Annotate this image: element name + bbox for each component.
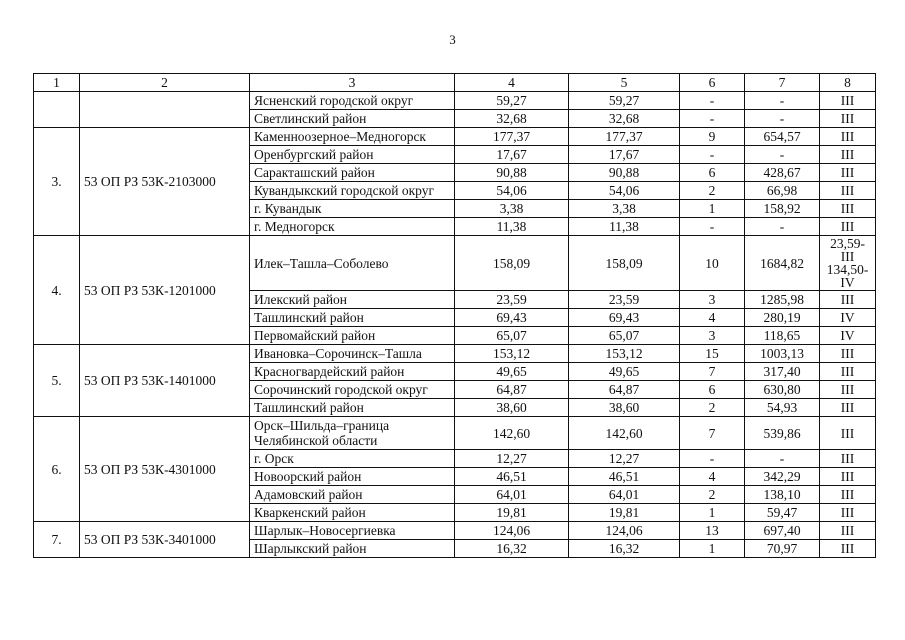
length-regional: 11,38 — [569, 218, 680, 236]
road-section-name: Сорочинский городской округ — [250, 381, 455, 399]
table-row — [34, 522, 876, 540]
road-section-name: Илекский район — [250, 291, 455, 309]
table-row — [34, 417, 876, 450]
road-category: 23,59-III 134,50-IV — [820, 236, 876, 291]
bridge-length: 118,65 — [745, 327, 820, 345]
road-category: III — [820, 450, 876, 468]
length-regional: 124,06 — [569, 522, 680, 540]
column-header-1: 1 — [34, 74, 80, 92]
column-header-8: 8 — [820, 74, 876, 92]
length-total: 124,06 — [455, 522, 569, 540]
bridge-length: 654,57 — [745, 128, 820, 146]
road-code: 53 ОП РЗ 53К-3401000 — [80, 522, 250, 558]
bridge-length: 539,86 — [745, 417, 820, 450]
road-section-name: Каменноозерное–Медногорск — [250, 128, 455, 146]
column-header-2: 2 — [80, 74, 250, 92]
table-row — [34, 128, 876, 146]
length-total: 46,51 — [455, 468, 569, 486]
bridge-count: 7 — [680, 363, 745, 381]
length-total: 49,65 — [455, 363, 569, 381]
length-regional: 38,60 — [569, 399, 680, 417]
road-code: 53 ОП РЗ 53К-4301000 — [80, 417, 250, 522]
column-header-3: 3 — [250, 74, 455, 92]
length-regional: 59,27 — [569, 92, 680, 110]
length-total: 158,09 — [455, 236, 569, 291]
road-section-name: Ташлинский район — [250, 309, 455, 327]
road-number: 5. — [34, 345, 80, 417]
length-regional: 12,27 — [569, 450, 680, 468]
bridge-length: - — [745, 92, 820, 110]
bridge-count: 1 — [680, 200, 745, 218]
bridge-length: 428,67 — [745, 164, 820, 182]
road-category: IV — [820, 327, 876, 345]
table-row — [34, 345, 876, 363]
length-total: 32,68 — [455, 110, 569, 128]
bridge-length: - — [745, 146, 820, 164]
road-section-name: Шарлык–Новосергиевка — [250, 522, 455, 540]
header-row — [34, 74, 876, 92]
road-code: 53 ОП РЗ 53К-1401000 — [80, 345, 250, 417]
road-category: III — [820, 363, 876, 381]
bridge-count: - — [680, 146, 745, 164]
road-category: III — [820, 128, 876, 146]
table-row — [34, 92, 876, 110]
road-category: III — [820, 345, 876, 363]
road-section-name: Светлинский район — [250, 110, 455, 128]
road-category: III — [820, 200, 876, 218]
road-code: 53 ОП РЗ 53К-1201000 — [80, 236, 250, 345]
length-total: 65,07 — [455, 327, 569, 345]
bridge-count: 2 — [680, 399, 745, 417]
bridge-length: 70,97 — [745, 540, 820, 558]
column-header-7: 7 — [745, 74, 820, 92]
length-total: 177,37 — [455, 128, 569, 146]
length-total: 3,38 — [455, 200, 569, 218]
roads-table — [33, 73, 876, 558]
road-category: III — [820, 164, 876, 182]
length-total: 64,87 — [455, 381, 569, 399]
bridge-length: 342,29 — [745, 468, 820, 486]
road-section-name: Новоорский район — [250, 468, 455, 486]
table-row — [34, 236, 876, 291]
road-section-name: Ташлинский район — [250, 399, 455, 417]
length-regional: 177,37 — [569, 128, 680, 146]
road-category: III — [820, 399, 876, 417]
road-category: III — [820, 146, 876, 164]
road-section-name: Кваркенский район — [250, 504, 455, 522]
bridge-count: 2 — [680, 182, 745, 200]
length-regional: 49,65 — [569, 363, 680, 381]
road-section-name: Кувандыкский городской округ — [250, 182, 455, 200]
road-category: IV — [820, 309, 876, 327]
road-section-name: Илек–Ташла–Соболево — [250, 236, 455, 291]
road-category: III — [820, 291, 876, 309]
road-number: 6. — [34, 417, 80, 522]
bridge-length: - — [745, 110, 820, 128]
road-section-name: г. Медногорск — [250, 218, 455, 236]
length-total: 69,43 — [455, 309, 569, 327]
bridge-count: 6 — [680, 164, 745, 182]
length-regional: 90,88 — [569, 164, 680, 182]
length-total: 90,88 — [455, 164, 569, 182]
length-total: 23,59 — [455, 291, 569, 309]
column-header-4: 4 — [455, 74, 569, 92]
table-header — [34, 74, 876, 92]
bridge-length: - — [745, 450, 820, 468]
road-category: III — [820, 468, 876, 486]
table-body — [34, 92, 876, 558]
length-regional: 3,38 — [569, 200, 680, 218]
bridge-length: 54,93 — [745, 399, 820, 417]
length-regional: 46,51 — [569, 468, 680, 486]
length-total: 59,27 — [455, 92, 569, 110]
bridge-length: 1003,13 — [745, 345, 820, 363]
road-section-name: г. Кувандык — [250, 200, 455, 218]
bridge-length: 66,98 — [745, 182, 820, 200]
bridge-length: 317,40 — [745, 363, 820, 381]
road-category: III — [820, 182, 876, 200]
road-category: III — [820, 381, 876, 399]
page-number: 3 — [449, 32, 456, 47]
bridge-length: 1684,82 — [745, 236, 820, 291]
bridge-count: 9 — [680, 128, 745, 146]
bridge-count: 13 — [680, 522, 745, 540]
road-section-name: Ивановка–Сорочинск–Ташла — [250, 345, 455, 363]
length-regional: 19,81 — [569, 504, 680, 522]
bridge-count: 3 — [680, 291, 745, 309]
bridge-length: 1285,98 — [745, 291, 820, 309]
bridge-count: 4 — [680, 468, 745, 486]
column-header-6: 6 — [680, 74, 745, 92]
length-regional: 65,07 — [569, 327, 680, 345]
length-regional: 16,32 — [569, 540, 680, 558]
road-section-name: Орск–Шильда–граница Челябинской области — [250, 417, 455, 450]
road-category: III — [820, 218, 876, 236]
bridge-count: 3 — [680, 327, 745, 345]
length-regional: 158,09 — [569, 236, 680, 291]
length-total: 11,38 — [455, 218, 569, 236]
road-category: III — [820, 417, 876, 450]
length-total: 38,60 — [455, 399, 569, 417]
bridge-count: 7 — [680, 417, 745, 450]
length-regional: 69,43 — [569, 309, 680, 327]
road-category: III — [820, 504, 876, 522]
road-section-name: Шарлыкский район — [250, 540, 455, 558]
bridge-count: - — [680, 110, 745, 128]
length-regional: 153,12 — [569, 345, 680, 363]
road-section-name: Оренбургский район — [250, 146, 455, 164]
road-section-name: Саракташский район — [250, 164, 455, 182]
bridge-count: 10 — [680, 236, 745, 291]
length-total: 12,27 — [455, 450, 569, 468]
road-category: III — [820, 92, 876, 110]
length-regional: 142,60 — [569, 417, 680, 450]
bridge-count: 6 — [680, 381, 745, 399]
bridge-count: - — [680, 450, 745, 468]
bridge-length: 138,10 — [745, 486, 820, 504]
road-number: 7. — [34, 522, 80, 558]
length-total: 16,32 — [455, 540, 569, 558]
length-total: 19,81 — [455, 504, 569, 522]
column-header-5: 5 — [569, 74, 680, 92]
road-section-name: Красногвардейский район — [250, 363, 455, 381]
bridge-length: 630,80 — [745, 381, 820, 399]
length-total: 142,60 — [455, 417, 569, 450]
length-total: 153,12 — [455, 345, 569, 363]
length-regional: 32,68 — [569, 110, 680, 128]
bridge-length: 280,19 — [745, 309, 820, 327]
road-category: III — [820, 540, 876, 558]
road-number: 4. — [34, 236, 80, 345]
road-category: III — [820, 522, 876, 540]
road-category: III — [820, 110, 876, 128]
length-regional: 64,01 — [569, 486, 680, 504]
road-code — [80, 92, 250, 128]
bridge-length: - — [745, 218, 820, 236]
road-number: 3. — [34, 128, 80, 236]
bridge-count: 15 — [680, 345, 745, 363]
road-section-name: Первомайский район — [250, 327, 455, 345]
road-code: 53 ОП РЗ 53К-2103000 — [80, 128, 250, 236]
bridge-count: - — [680, 218, 745, 236]
bridge-count: 1 — [680, 504, 745, 522]
length-total: 17,67 — [455, 146, 569, 164]
road-section-name: Адамовский район — [250, 486, 455, 504]
length-total: 64,01 — [455, 486, 569, 504]
road-section-name: Ясненский городской округ — [250, 92, 455, 110]
length-regional: 17,67 — [569, 146, 680, 164]
bridge-length: 697,40 — [745, 522, 820, 540]
bridge-count: 1 — [680, 540, 745, 558]
length-regional: 54,06 — [569, 182, 680, 200]
bridge-count: - — [680, 92, 745, 110]
bridge-length: 59,47 — [745, 504, 820, 522]
road-section-name: г. Орск — [250, 450, 455, 468]
length-total: 54,06 — [455, 182, 569, 200]
road-number — [34, 92, 80, 128]
bridge-count: 2 — [680, 486, 745, 504]
length-regional: 23,59 — [569, 291, 680, 309]
road-category: III — [820, 486, 876, 504]
length-regional: 64,87 — [569, 381, 680, 399]
bridge-count: 4 — [680, 309, 745, 327]
bridge-length: 158,92 — [745, 200, 820, 218]
